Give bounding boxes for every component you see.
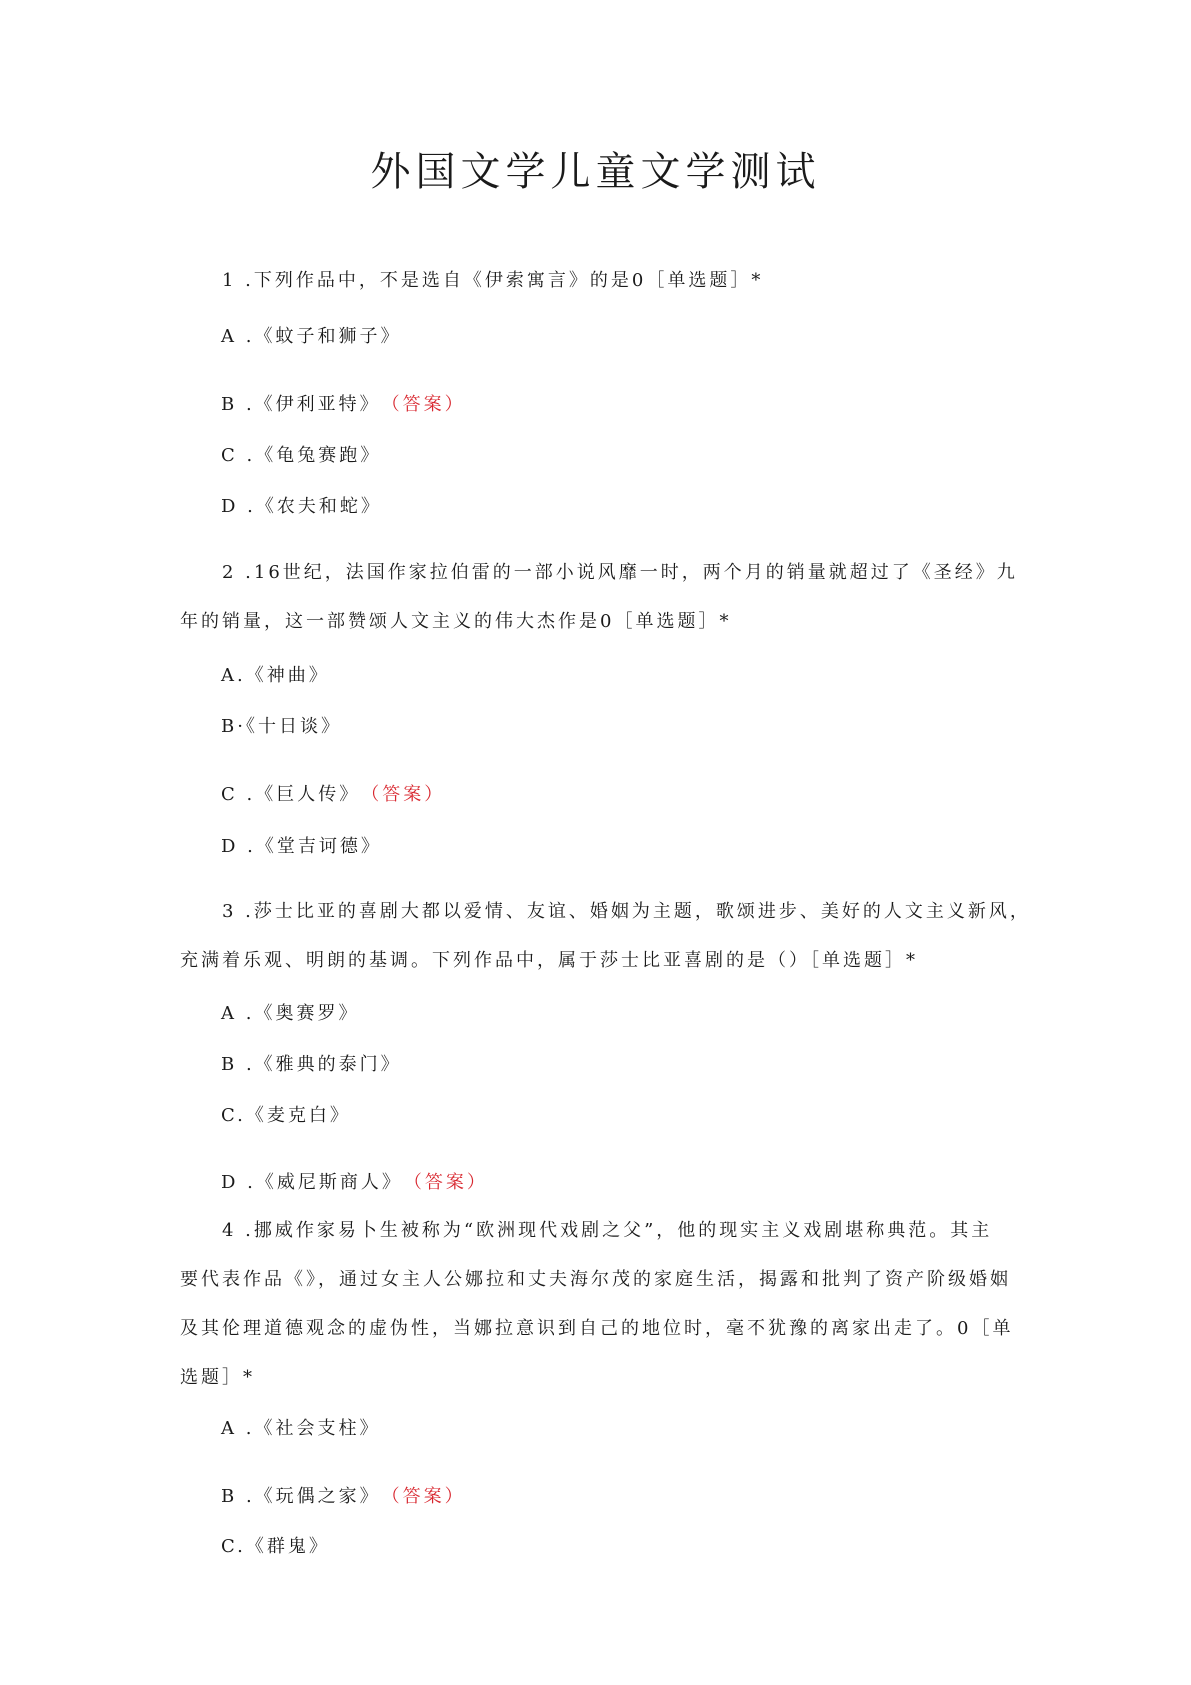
option-label: D .《农夫和蛇》 <box>221 496 382 517</box>
option-label: B .《雅典的泰门》 <box>221 1054 402 1075</box>
option-2d <box>221 832 392 858</box>
question-4 <box>180 1218 1022 1414</box>
option-3a <box>221 999 369 1025</box>
question-1 <box>180 268 1022 317</box>
option-4a <box>221 1414 390 1440</box>
question-text-line: 3 .莎士比亚的喜剧大都以爱情、友谊、婚姻为主题，歌颂进步、美好的人文主义新风， <box>222 901 1031 922</box>
option-1b <box>221 390 466 416</box>
option-1a <box>221 322 411 348</box>
option-4c <box>221 1532 340 1558</box>
option-2c <box>221 780 445 806</box>
option-1c <box>221 441 391 467</box>
answer-mark: （答案） <box>390 394 466 415</box>
question-text-line: 4 .挪威作家易卜生被称为“欧洲现代戏剧之父”，他的现实主义戏剧堪称典范。其主 <box>222 1220 993 1241</box>
answer-mark: （答案） <box>390 1486 466 1507</box>
answer-mark: （答案） <box>370 784 446 805</box>
option-label: A .《蚊子和狮子》 <box>221 326 402 347</box>
option-label: A.《神曲》 <box>221 665 330 686</box>
option-3b <box>221 1050 412 1076</box>
question-3 <box>180 899 1031 997</box>
option-label: B .《伊利亚特》 <box>221 394 381 415</box>
question-text-line: 年的销量，这一部赞颂人文主义的伟大杰作是0［单选题］* <box>180 611 732 632</box>
question-2 <box>180 560 1022 658</box>
question-text-line: 2 .16世纪，法国作家拉伯雷的一部小说风靡一时，两个月的销量就超过了《圣经》九 <box>222 562 1018 583</box>
option-1d <box>221 492 392 518</box>
option-label: A .《社会支柱》 <box>221 1418 381 1439</box>
question-text-line: 充满着乐观、明朗的基调。下列作品中，属于莎士比亚喜剧的是（）［单选题］* <box>180 950 918 971</box>
option-label: D .《威尼斯商人》 <box>221 1172 403 1193</box>
option-label: A .《奥赛罗》 <box>221 1003 360 1024</box>
question-text-line: 及其伦理道德观念的虚伪性，当娜拉意识到自己的地位时，毫不犹豫的离家出走了。0［单 <box>180 1318 1014 1339</box>
option-label: B·《十日谈》 <box>221 716 342 737</box>
option-label: C.《群鬼》 <box>221 1536 330 1557</box>
option-label: C .《龟兔赛跑》 <box>221 445 382 466</box>
option-label: C.《麦克白》 <box>221 1105 351 1126</box>
question-text-line: 要代表作品《》，通过女主人公娜拉和丈夫海尔茂的家庭生活，揭露和批判了资产阶级婚姻 <box>180 1269 1011 1290</box>
question-text-line: 选题］* <box>180 1367 255 1388</box>
option-label: D .《堂吉诃德》 <box>221 836 382 857</box>
option-2a <box>221 661 340 687</box>
question-text-line: 1 .下列作品中，不是选自《伊索寓言》的是0［单选题］* <box>222 270 764 291</box>
option-3d <box>221 1168 488 1194</box>
answer-mark: （答案） <box>412 1172 488 1193</box>
option-2b <box>221 712 352 738</box>
option-3c <box>221 1101 361 1127</box>
page-title: 外国文学儿童文学测试 <box>370 149 821 195</box>
option-label: C .《巨人传》 <box>221 784 361 805</box>
option-4b <box>221 1482 466 1508</box>
option-label: B .《玩偶之家》 <box>221 1486 381 1507</box>
